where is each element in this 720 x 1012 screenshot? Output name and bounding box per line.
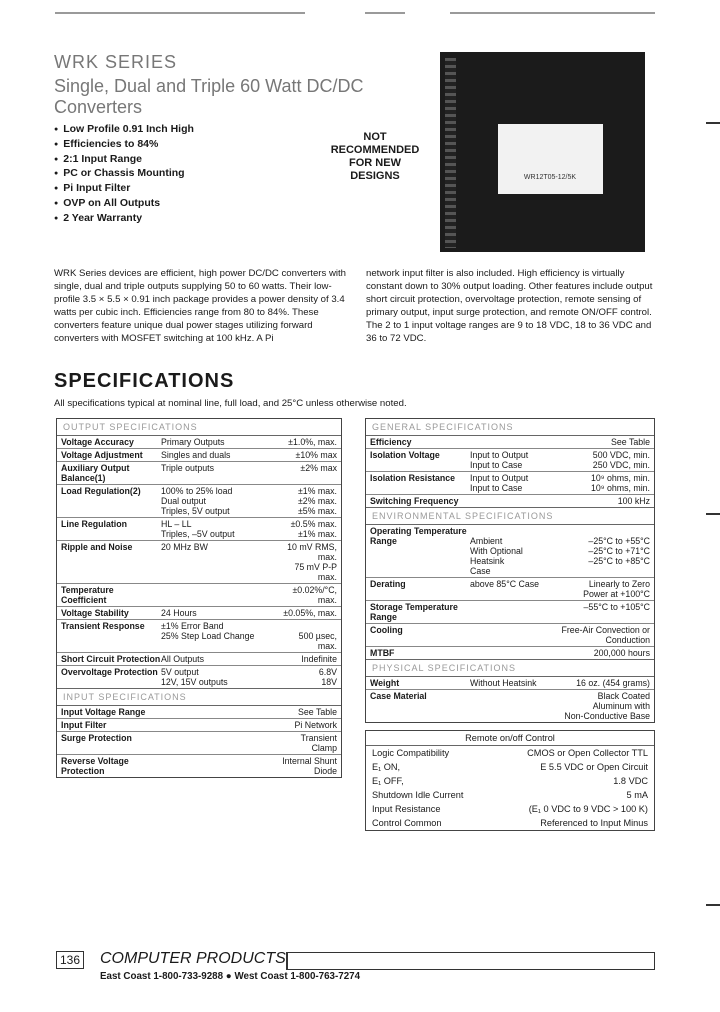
spec-value: 10 mV RMS, max. 75 mV P-P max. <box>287 542 337 582</box>
intro-paragraph-right: network input filter is also included. High efficiency is virtually constant down to 30% output loading. Other features include output short circuit protection, overvoltage protection, remote sensing of primary output, input surge protection, and remote ON/OFF control. The 2 to 1 input voltage ranges are 9 to 18 VDC, 18 to 36 VDC and 36 to 72 VDC. <box>366 268 653 345</box>
feature-item: ● Pi Input Filter <box>54 182 194 197</box>
spec-condition: 5V output 12V, 15V outputs <box>161 667 228 687</box>
table-row <box>366 436 654 449</box>
spec-value: 10⁹ ohms, min. 10⁹ ohms, min. <box>590 473 650 493</box>
table-row <box>366 495 654 507</box>
spec-parameter: Case Material <box>370 691 427 701</box>
spec-condition: above 85°C Case <box>470 579 540 589</box>
spec-value: Internal Shunt Diode <box>282 756 337 776</box>
spec-parameter: Switching Frequency <box>370 496 459 506</box>
remote-control-header: Remote on/off Control <box>366 731 654 746</box>
table-row <box>57 584 341 607</box>
edge-tick <box>706 122 720 124</box>
spec-parameter: Reverse Voltage Protection <box>61 756 129 776</box>
contact-phones: East Coast 1-800-733-9288 ● West Coast 1-800-763-7274 <box>100 971 361 982</box>
remote-control-row <box>366 760 654 774</box>
registration-mark <box>365 12 405 14</box>
table-row <box>57 485 341 518</box>
table-row <box>57 719 341 732</box>
spec-value: See Table <box>611 437 650 447</box>
spec-parameter: Storage Temperature Range <box>370 602 458 622</box>
intro-paragraph-left: WRK Series devices are efficient, high power DC/DC converters with single, dual and triple outputs supplying 50 to 60 watts. Their low-profile 3.5 × 5.5 × 0.91 inch package provides a power density of 3.4 watts per cubic inch. Efficiencies range from 80 to 84%. These converters feature unique dual power stages utilizing forward converters with MOSFET switching at 100 kHz. A Pi <box>54 268 347 345</box>
spec-value: ±1.0%, max. <box>288 437 337 447</box>
photo-edge <box>445 58 456 248</box>
spec-value: Linearly to Zero Power at +100°C <box>583 579 650 599</box>
spec-parameter: Auxiliary Output Balance(1) <box>61 463 130 483</box>
spec-parameter: Operating Temperature Range <box>370 526 467 546</box>
spec-condition <box>470 625 558 645</box>
spec-parameter: Voltage Adjustment <box>61 450 143 460</box>
table-row <box>57 541 341 584</box>
remote-control-label: Control Common <box>372 818 442 828</box>
environmental-spec-header: ENVIRONMENTAL SPECIFICATIONS <box>366 507 654 525</box>
spec-condition: Primary Outputs <box>161 437 225 447</box>
spec-parameter: Voltage Stability <box>61 608 129 618</box>
specifications-note: All specifications typical at nominal line, full load, and 25°C unless otherwise noted. <box>54 398 407 409</box>
spec-value: Pi Network <box>294 720 337 730</box>
remote-control-label: Input Resistance <box>372 804 441 814</box>
remote-control-label: E₁ OFF, <box>372 776 404 786</box>
edge-tick <box>706 904 720 906</box>
table-row <box>57 732 341 755</box>
remote-control-label: Logic Compatibility <box>372 748 450 758</box>
registration-mark <box>450 12 655 14</box>
output-spec-rows <box>57 436 341 688</box>
general-spec-header: GENERAL SPECIFICATIONS <box>366 419 654 436</box>
table-row <box>366 578 654 601</box>
table-row <box>366 677 654 690</box>
spec-condition <box>470 602 558 622</box>
spec-value: ±0.5% max. ±1% max. <box>290 519 337 539</box>
spec-parameter: Input Filter <box>61 720 107 730</box>
spec-value: 16 oz. (454 grams) <box>576 678 650 688</box>
remote-control-label: E₁ ON, <box>372 762 401 772</box>
spec-condition <box>470 691 558 721</box>
remote-control-table <box>365 730 655 831</box>
input-spec-header: INPUT SPECIFICATIONS <box>57 688 341 706</box>
table-row <box>366 449 654 472</box>
feature-item: ● PC or Chassis Mounting <box>54 167 194 182</box>
spec-parameter: Efficiency <box>370 437 412 447</box>
spec-condition <box>470 648 558 658</box>
feature-list <box>54 123 194 227</box>
spec-value: ±0.05%, max. <box>283 608 337 618</box>
product-label-panel <box>498 124 603 194</box>
spec-value: 500 VDC, min. 250 VDC, min. <box>592 450 650 470</box>
spec-condition <box>470 437 558 447</box>
edge-tick <box>706 513 720 515</box>
spec-condition: Input to Output Input to Case <box>470 450 529 470</box>
remote-control-value: E 5.5 VDC or Open Circuit <box>540 762 648 772</box>
table-row <box>366 525 654 578</box>
remote-control-row <box>366 774 654 788</box>
not-recommended-notice: NOT RECOMMENDED FOR NEW DESIGNS <box>330 131 420 182</box>
product-label: WR12T05-12/5K <box>523 174 577 181</box>
spec-parameter: Transient Response <box>61 621 145 631</box>
spec-value: 500 µsec, max. <box>298 631 337 651</box>
spec-value: Black Coated Aluminum with Non-Conductive Base <box>564 691 650 721</box>
brand-name: COMPUTER PRODUCTS <box>100 950 286 967</box>
spec-parameter: Weight <box>370 678 400 688</box>
remote-control-row <box>366 802 654 816</box>
spec-value: ±1% max. ±2% max. ±5% max. <box>297 486 337 516</box>
spec-value: Free-Air Convection or Conduction <box>561 625 650 645</box>
remote-control-value: Referenced to Input Minus <box>540 818 648 828</box>
feature-item: ● OVP on All Outputs <box>54 197 194 212</box>
spec-condition: Singles and duals <box>161 450 231 460</box>
page-number: 136 <box>56 951 84 969</box>
remote-control-value: 1.8 VDC <box>613 776 648 786</box>
table-row <box>57 449 341 462</box>
remote-control-row <box>366 816 654 830</box>
spec-value: 200,000 hours <box>593 648 650 658</box>
spec-condition: Triple outputs <box>161 463 214 473</box>
spec-condition <box>161 707 279 717</box>
general-spec-rows <box>366 436 654 507</box>
table-row <box>366 601 654 624</box>
table-row <box>57 607 341 620</box>
general-spec-table <box>365 418 655 723</box>
remote-control-value: CMOS or Open Collector TTL <box>527 748 648 758</box>
remote-control-row <box>366 746 654 760</box>
spec-parameter: Input Voltage Range <box>61 707 146 717</box>
spec-parameter: Isolation Voltage <box>370 450 440 460</box>
table-row <box>57 755 341 777</box>
feature-item: ● Low Profile 0.91 Inch High <box>54 123 194 138</box>
spec-value: 6.8V 18V <box>318 667 337 687</box>
spec-condition <box>161 733 279 753</box>
feature-item: ● 2:1 Input Range <box>54 153 194 168</box>
table-row <box>366 624 654 647</box>
table-row <box>57 666 341 688</box>
spec-condition <box>470 496 558 506</box>
spec-condition: 24 Hours <box>161 608 197 618</box>
feature-item: ● Efficiencies to 84% <box>54 138 194 153</box>
spec-parameter: Voltage Accuracy <box>61 437 134 447</box>
spec-condition: Without Heatsink <box>470 678 537 688</box>
spec-parameter: Temperature Coefficient <box>61 585 114 605</box>
table-row <box>366 647 654 659</box>
table-row <box>57 653 341 666</box>
feature-item: ● 2 Year Warranty <box>54 212 194 227</box>
output-input-spec-table <box>56 418 342 778</box>
spec-parameter: Cooling <box>370 625 403 635</box>
spec-condition <box>161 585 279 605</box>
footer-bar <box>286 952 655 970</box>
spec-value: Indefinite <box>301 654 337 664</box>
registration-mark <box>55 12 305 14</box>
spec-value: –55°C to +105°C <box>583 602 650 612</box>
spec-parameter: Isolation Resistance <box>370 473 456 483</box>
spec-value: 100 kHz <box>617 496 650 506</box>
spec-value: –25°C to +55°C –25°C to +71°C –25°C to +85°C <box>588 536 650 566</box>
spec-condition: 100% to 25% load Dual output Triples, 5V output <box>161 486 233 516</box>
spec-value: ±2% max <box>300 463 337 473</box>
spec-condition: Ambient With Optional Heatsink Case <box>470 536 523 576</box>
spec-value: See Table <box>298 707 337 717</box>
spec-condition <box>161 720 279 730</box>
spec-value: Transient Clamp <box>300 733 337 753</box>
physical-spec-rows <box>366 677 654 722</box>
remote-control-rows <box>366 746 654 830</box>
table-row <box>57 462 341 485</box>
table-row <box>57 436 341 449</box>
top-registration-marks <box>0 0 720 20</box>
environmental-spec-rows <box>366 525 654 659</box>
spec-condition: HL – LL Triples, –5V output <box>161 519 235 539</box>
series-title: WRK SERIES <box>54 52 178 72</box>
spec-condition: 20 MHz BW <box>161 542 208 552</box>
output-spec-header: OUTPUT SPECIFICATIONS <box>57 419 341 436</box>
table-row <box>366 690 654 722</box>
spec-parameter: Derating <box>370 579 406 589</box>
spec-value: ±0.02%/°C, max. <box>292 585 337 605</box>
spec-parameter: Short Circuit Protection <box>61 654 161 664</box>
remote-control-label: Shutdown Idle Current <box>372 790 464 800</box>
spec-parameter: Surge Protection <box>61 733 132 743</box>
spec-parameter: Line Regulation <box>61 519 127 529</box>
spec-parameter: Load Regulation(2) <box>61 486 141 496</box>
table-row <box>57 620 341 653</box>
table-row <box>366 472 654 495</box>
physical-spec-header: PHYSICAL SPECIFICATIONS <box>366 659 654 677</box>
spec-parameter: Ripple and Noise <box>61 542 133 552</box>
spec-condition: Input to Output Input to Case <box>470 473 529 493</box>
spec-condition: ±1% Error Band 25% Step Load Change <box>161 621 255 641</box>
table-row <box>57 706 341 719</box>
remote-control-row <box>366 788 654 802</box>
specifications-heading: SPECIFICATIONS <box>54 370 235 392</box>
remote-control-value: 5 mA <box>626 790 648 800</box>
product-subtitle: Single, Dual and Triple 60 Watt DC/DC Converters <box>54 76 364 117</box>
input-spec-rows <box>57 706 341 777</box>
remote-control-value: (E₁ 0 VDC to 9 VDC > 100 K) <box>528 804 648 814</box>
table-row <box>57 518 341 541</box>
spec-parameter: Overvoltage Protection <box>61 667 158 677</box>
spec-condition: All Outputs <box>161 654 205 664</box>
spec-parameter: MTBF <box>370 648 395 658</box>
spec-value: ±10% max <box>295 450 337 460</box>
spec-condition <box>161 756 279 776</box>
